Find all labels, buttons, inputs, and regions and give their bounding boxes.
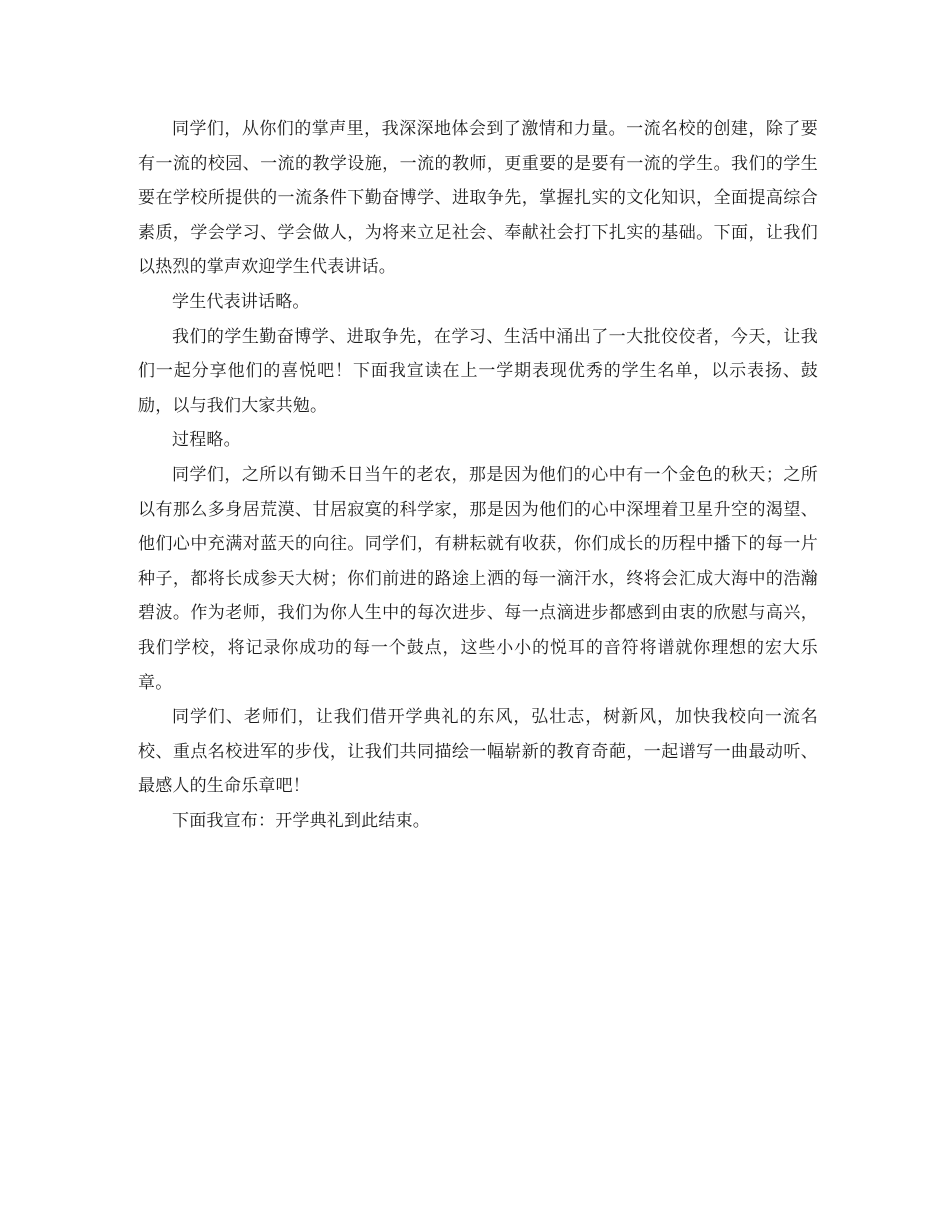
paragraph-student-speech: 学生代表讲话略。 — [172, 291, 310, 312]
paragraph-call-to-action: 同学们、老师们，让我们借开学典礼的东风，弘壮志，树新风，加快我校向一流名校、重点名校进军的步伐，让我们共同描绘一幅崭新的教育奇葩，一起谱写一曲最动听、最感人的生命乐章吧！ — [138, 707, 818, 797]
document-body — [138, 112, 818, 838]
paragraph-process: 过程略。 — [172, 430, 241, 451]
paragraph-closing: 下面我宣布：开学典礼到此结束。 — [172, 810, 430, 831]
paragraph-welcome: 同学们，从你们的掌声里，我深深地体会到了激情和力量。一流名校的创建，除了要有一流的校园、一流的教学设施，一流的教师，更重要的是要有一流的学生。我们的学生要在学校所提供的一流条件下勤奋博学、进取争先，掌握扎实的文化知识，全面提高综合素质，学会学习、学会做人，为将来立足社会、奉献社会打下扎实的基础。下面，让我们以热烈的掌声欢迎学生代表讲话。 — [138, 119, 818, 278]
paragraph-encouragement: 同学们，之所以有锄禾日当午的老农，那是因为他们的心中有一个金色的秋天；之所以有那么多身居荒漠、甘居寂寞的科学家，那是因为他们的心中深埋着卫星升空的渴望、他们心中充满对蓝天的向往。同学们，有耕耘就有收获，你们成长的历程中播下的每一片种子，都将长成参天大树；你们前进的路途上洒的每一滴汗水，终将会汇成大海中的浩瀚碧波。作为老师，我们为你人生中的每次进步、每一点滴进步都感到由衷的欣慰与高兴，我们学校，将记录你成功的每一个鼓点，这些小小的悦耳的音符将谱就你理想的宏大乐章。 — [138, 464, 818, 693]
paragraph-outstanding-students: 我们的学生勤奋博学、进取争先，在学习、生活中涌出了一大批佼佼者，今天，让我们一起分享他们的喜悦吧！下面我宣读在上一学期表现优秀的学生名单，以示表扬、鼓励，以与我们大家共勉。 — [138, 326, 818, 416]
